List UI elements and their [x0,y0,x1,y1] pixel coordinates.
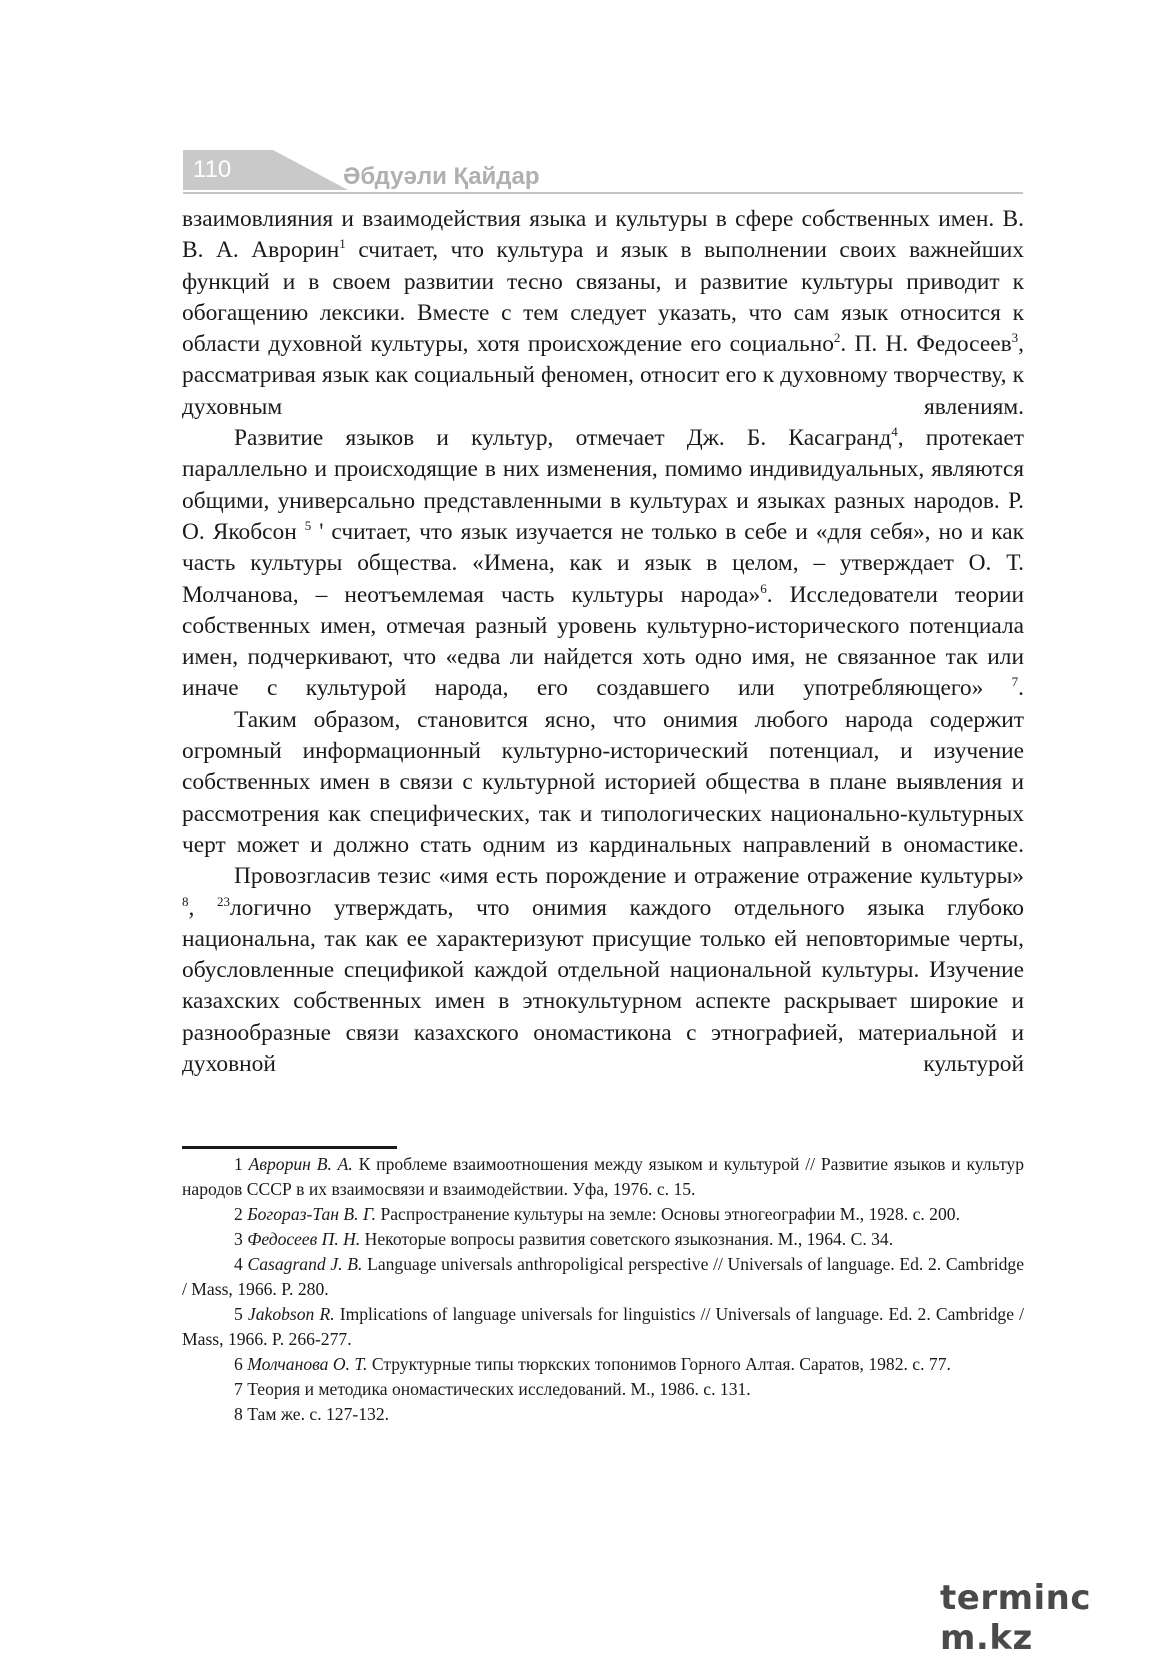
main-text [182,204,1024,1080]
paragraph-text: . П. Н. Федосеев [840,331,1012,358]
footnote-5 [182,1302,1024,1352]
footnote-ref: 7 [1011,674,1019,690]
footnote-number: 8 [234,1404,248,1424]
footnote-7 [182,1377,1024,1402]
paragraph-text: ' считает, что язык изучается не только в себе и «для себя», но и как часть культуры общества. «Имена, как и язык в целом, – утверждает О. Т. Молчанова, – неотъемлемая часть культуры народа» [182,518,1024,608]
paragraph-text: считает, что культура и язык в выполнении своих важнейших функций и в своем развитии тесно связаны, и развитие культуры приводит к обогащению лексики. Вместе с тем следует указать, что сам язык относится к области духовной культуры, хотя происхождение его социально [182,237,1024,358]
footnote-author: Федосеев П. Н. [247,1229,361,1249]
site-watermark: terminc m.kz [940,1578,1092,1658]
footnote-number: 3 [234,1229,248,1249]
footnote-text: Там же. с. 127-132. [247,1404,390,1424]
footnote-ref: 3 [1011,330,1019,346]
tab-decoration [273,150,348,190]
footnote-number: 4 [234,1254,248,1274]
footnote-6 [182,1352,1024,1377]
footnote-author: Молчанова О. Т. [247,1354,368,1374]
paragraph-text: , [188,894,217,921]
footnote-author: Casagrand J. B. [247,1254,363,1274]
footnote-ref: 5 [304,518,312,534]
footnote-number: 7 [234,1379,248,1399]
footnote-ref: 6 [760,580,767,596]
footnote-4 [182,1252,1024,1302]
footnote-text: Некоторые вопросы развития советского языкознания. М., 1964. С. 34. [360,1229,894,1249]
footnote-author: Jakobson R. [247,1304,335,1324]
paragraph-text: . [1018,675,1024,702]
footnote-text: Распространение культуры на земле: Основы этногеографии М., 1928. с. 200. [376,1204,960,1224]
footnote-number: 6 [234,1354,248,1374]
footnote-number: 5 [234,1304,248,1324]
footnotes [182,1152,1024,1427]
page-number-tab [183,150,273,190]
footnote-ref: 2 [833,330,841,346]
footnote-ref: 1 [339,236,346,252]
footnote-number: 2 [234,1204,248,1224]
paragraph [182,204,1024,423]
footnote-1 [182,1152,1024,1202]
footnote-author: Богораз-Тан В. Г. [247,1204,377,1224]
header-rule [183,192,1023,194]
footnote-8 [182,1402,1024,1427]
paragraph-text: логично утверждать, что онимия каждого отдельного языка глубоко национальна, так как ее характеризуют присущие только ей неповторимые черты, обусловленные спецификой каждой отдельной национальной культуры. Изучение казахских собственных имен в этнокультурном аспекте раскрывает широкие и разнообразные связи казахского ономастикона с этнографией, материальной и духовной культурой [182,894,1024,1078]
footnote-text: Структурные типы тюркских топонимов Горного Алтая. Саратов, 1982. с. 77. [367,1354,951,1374]
paragraph [182,705,1024,861]
paragraph-text: взаимовлияния и взаимодействия языка и культуры в сфере собственных имен. В. В. А. Аврорин [182,206,1024,264]
paragraph-text: Таким образом, становится ясно, что онимия любого народа содержит огромный информационный культурно-исторический потенциал, и изучение собственных имен в связи с культурной историей общества в плане выявления и рассмотрения как специфических, так и типологических национально-культурных черт может и должно стать одним из кардинальных направлений в ономастике. [182,706,1024,858]
page-number: 110 [193,156,232,183]
footnote-ref: 8 [182,893,189,909]
footnote-text: Implications of language universals for linguistics // Universals of language. Ed. 2. Cambridge / Mass, 1966. P. 266-277. [182,1304,1025,1349]
footnote-text: К проблеме взаимоотношения между языком и культурой // Развитие языков и культур народов СССР в их взаимосвязи и взаимодействии. Уфа, 1976. с. 15. [182,1154,1024,1199]
footnote-number: 1 [234,1154,249,1174]
paragraph-text: , рассматривая язык как социальный феномен, относит его к духовному творчеству, к духовным явлениям. [182,331,1024,420]
paragraph-text: . Исследователи теории собственных имен, отмечая разный уровень культурно-исторического потенциала имен, подчеркивают, что «едва ли найдется хоть одно имя, не связанное так или иначе с культурой народа, его создавшего или употребляющего» [182,581,1024,702]
running-title: Әбдуәли Қайдар [343,163,540,190]
paragraph [182,423,1024,705]
paragraph-text: Развитие языков и культур, отмечает Дж. Б. Касагранд [234,425,892,452]
footnote-ref: 4 [891,424,898,440]
footnote-author: Аврорин В. А. [248,1154,353,1174]
footnote-2 [182,1202,1024,1227]
paragraph-text: , протекает параллельно и происходящие в них изменения, помимо индивидуальных, являются общими, универсально представленными в культурах и языках разных народов. Р. О. Якобсон [182,425,1024,545]
page-header [183,150,1023,195]
footnote-text: Language universals anthropoligical perspective // Universals of language. Ed. 2. Cambridge / Mass, 1966. P. 280. [182,1254,1025,1299]
footnote-text: Теория и методика ономастических исследований. М., 1986. с. 131. [247,1379,751,1399]
paragraph-text: Провозгласив тезис «имя есть порождение и отражение отражение культуры» [234,863,1024,890]
footnote-separator [182,1146,397,1149]
footnote-3 [182,1227,1024,1252]
footnote-ref: 23 [216,893,230,909]
paragraph [182,861,1024,1080]
